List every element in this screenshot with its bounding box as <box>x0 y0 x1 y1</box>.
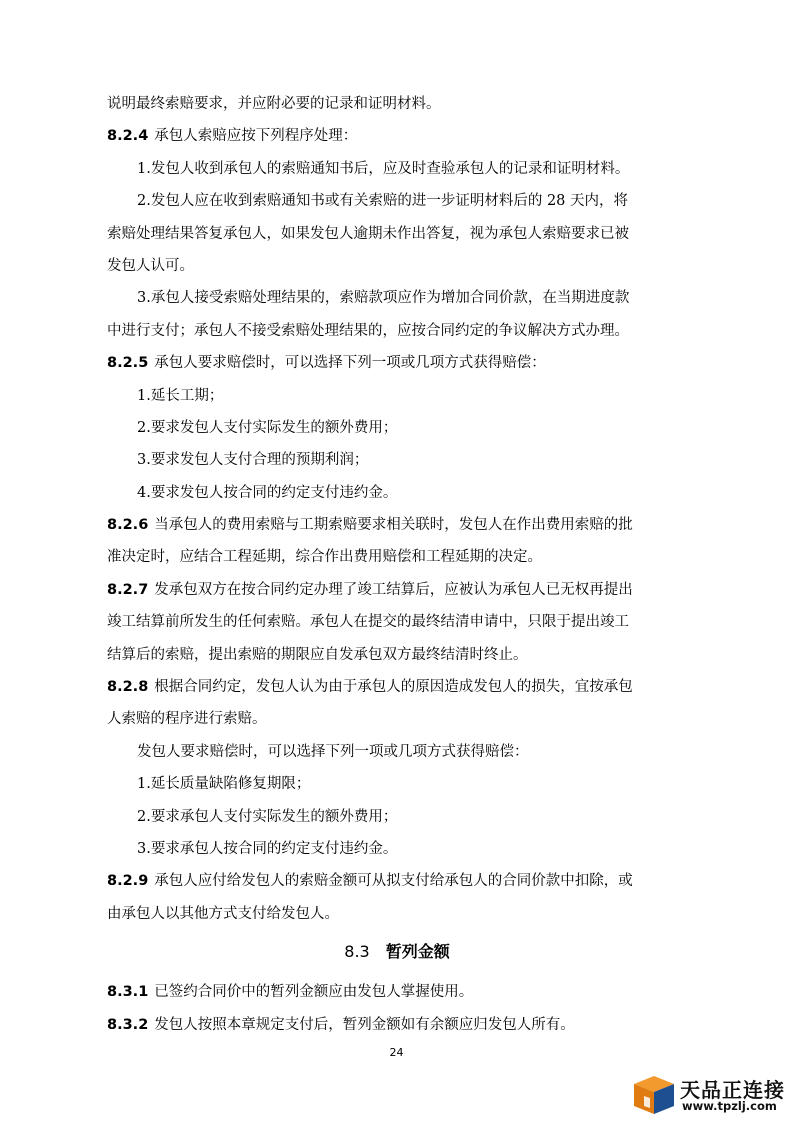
clause-8-3-2 <box>107 1009 687 1041</box>
text-line: 由承包人以其他方式支付给发包人。 <box>107 905 339 922</box>
clause-8-2-9 <box>107 865 687 897</box>
list-item: 1.发包人收到承包人的索赔通知书后，应及时查验承包人的记录和证明材料。 <box>137 160 630 177</box>
clause-text: 已签约合同价中的暂列金额应由发包人掌握使用。 <box>154 984 474 1001</box>
clause-8-2-4 <box>107 120 687 152</box>
text-line: 说明最终索赔要求，并应附必要的记录和证明材料。 <box>107 96 441 112</box>
section-title: 暂列金额 <box>385 942 450 962</box>
list-item: 3.要求发包人支付合理的预期利润； <box>137 452 369 469</box>
clause-text: 承包人要求赔偿时，可以选择下列一项或几项方式获得赔偿： <box>154 355 546 372</box>
list-item: 1.延长质量缺陷修复期限； <box>137 776 311 793</box>
list-item: 2.要求承包人支付实际发生的额外费用； <box>137 808 398 825</box>
clause-text: 当承包人的费用索赔与工期索赔要求相关联时，发包人在作出费用索赔的批 <box>154 517 633 534</box>
text-line: 准决定时，应结合工程延期，综合作出费用赔偿和工程延期的决定。 <box>107 549 542 566</box>
text-line: 发包人认可。 <box>107 257 194 274</box>
clause-8-2-7 <box>107 574 687 606</box>
list-item: 1.延长工期； <box>137 387 224 404</box>
text-line: 人索赔的程序进行索赔。 <box>107 711 267 728</box>
clause-8-2-5 <box>107 347 687 379</box>
clause-number: 8.3.2 <box>107 1016 149 1033</box>
text-line: 竣工结算前所发生的任何索赔。承包人在提交的最终结清申请中，只限于提出竣工 <box>107 614 629 631</box>
clause-text: 承包人应付给发包人的索赔金额可从拟支付给承包人的合同价款中扣除，或 <box>154 873 633 890</box>
clause-text: 发包人按照本章规定支付后，暂列金额如有余额应归发包人所有。 <box>154 1016 575 1033</box>
list-item: 4.要求发包人按合同的约定支付违约金。 <box>137 484 398 501</box>
clause-text: 根据合同约定，发包人认为由于承包人的原因造成发包人的损失，宜按承包 <box>154 679 633 696</box>
text-line: 索赔处理结果答复承包人，如果发包人逾期未作出答复，视为承包人索赔要求已被 <box>107 225 629 242</box>
clause-number: 8.2.9 <box>107 873 149 890</box>
clause-number: 8.2.7 <box>107 581 149 598</box>
clause-number: 8.2.8 <box>107 679 149 696</box>
list-item: 2.要求发包人支付实际发生的额外费用； <box>137 419 398 436</box>
clause-number: 8.2.6 <box>107 517 149 534</box>
clause-number: 8.2.5 <box>107 355 149 372</box>
document-body <box>107 88 687 1041</box>
clause-text: 发承包双方在按合同约定办理了竣工结算后，应被认为承包人已无权再提出 <box>154 581 633 598</box>
clause-number: 8.2.4 <box>107 128 149 145</box>
clause-8-3-1 <box>107 976 687 1008</box>
section-number: 8.3 <box>344 942 370 962</box>
clause-number: 8.3.1 <box>107 984 149 1001</box>
list-item: 3.要求承包人按合同的约定支付违约金。 <box>137 840 398 857</box>
clause-text: 承包人索赔应按下列程序处理： <box>154 128 358 145</box>
page-number: 24 <box>389 1046 404 1059</box>
section-heading <box>107 930 687 976</box>
watermark-name: 天品正连接 <box>680 1078 785 1102</box>
logo-icon <box>632 1074 676 1116</box>
clause-8-2-6 <box>107 509 687 541</box>
list-item: 2.发包人应在收到索赔通知书或有关索赔的进一步证明材料后的 28 天内，将 <box>137 193 629 210</box>
watermark <box>632 1072 792 1118</box>
text-line: 发包人要求赔偿时，可以选择下列一项或几项方式获得赔偿： <box>137 743 529 760</box>
clause-8-2-8 <box>107 671 687 703</box>
watermark-url: www.tpzlj.com <box>682 1099 777 1113</box>
list-item: 3.承包人接受索赔处理结果的，索赔款项应作为增加合同价款，在当期进度款 <box>137 290 630 307</box>
text-line: 中进行支付；承包人不接受索赔处理结果的，应按合同约定的争议解决方式办理。 <box>107 322 629 339</box>
text-line: 结算后的索赔，提出索赔的期限应自发承包双方最终结清时终止。 <box>107 646 528 663</box>
